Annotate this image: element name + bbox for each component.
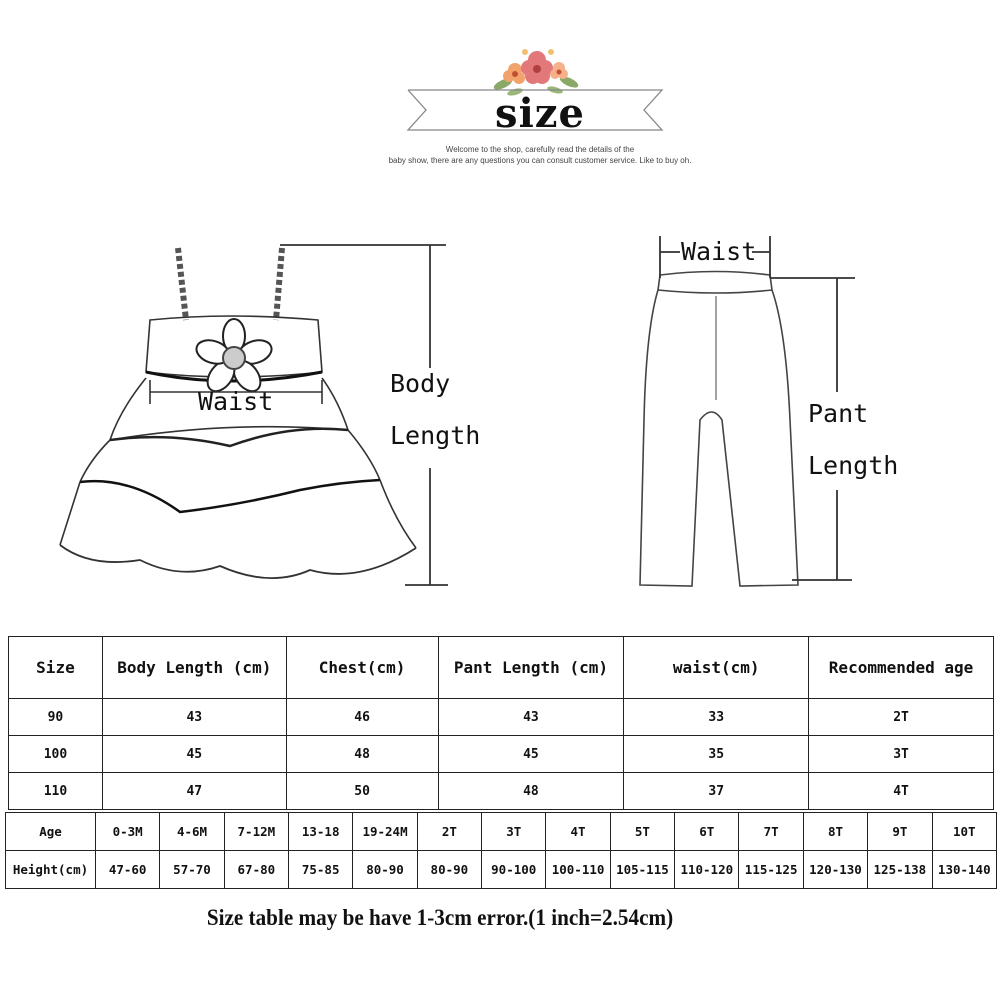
pant-length-label: Pant Length: [808, 399, 899, 480]
age-height-table: [5, 812, 997, 889]
table-cell: 110: [9, 773, 103, 810]
table-cell: 50: [286, 773, 438, 810]
age-cell: 2T: [417, 813, 481, 851]
age-cell: 7-12M: [224, 813, 288, 851]
age-cell: 4T: [546, 813, 610, 851]
height-label: Height(cm): [6, 851, 96, 889]
pants-drawing: [640, 272, 798, 587]
header-cell: Chest(cm): [286, 637, 438, 699]
table-row: [9, 736, 994, 773]
age-cell: 6T: [675, 813, 739, 851]
height-cell: 80-90: [353, 851, 417, 889]
table-cell: 47: [102, 773, 286, 810]
table-cell: 46: [286, 699, 438, 736]
height-cell: 80-90: [417, 851, 481, 889]
table-cell: 33: [624, 699, 809, 736]
header-cell: Size: [9, 637, 103, 699]
height-cell: 67-80: [224, 851, 288, 889]
header-cell: Recommended age: [809, 637, 994, 699]
age-cell: 10T: [932, 813, 996, 851]
header-cell: Body Length (cm): [102, 637, 286, 699]
table-cell: 43: [438, 699, 624, 736]
table-row: [9, 699, 994, 736]
table-cell: 35: [624, 736, 809, 773]
height-cell: 115-125: [739, 851, 803, 889]
header-cell: Pant Length (cm): [438, 637, 624, 699]
height-cell: 90-100: [482, 851, 546, 889]
table-row: [9, 773, 994, 810]
height-cell: 105-115: [610, 851, 674, 889]
age-row: [6, 813, 997, 851]
table-cell: 45: [438, 736, 624, 773]
age-label: Age: [6, 813, 96, 851]
height-cell: 100-110: [546, 851, 610, 889]
table-cell: 3T: [809, 736, 994, 773]
header-cell: waist(cm): [624, 637, 809, 699]
welcome-text: Welcome to the shop, carefully read the details of the baby show, there are any questions you can consult customer service. Like to buy oh.: [388, 145, 692, 165]
table-cell: 100: [9, 736, 103, 773]
age-cell: 7T: [739, 813, 803, 851]
table-cell: 2T: [809, 699, 994, 736]
table-cell: 4T: [809, 773, 994, 810]
height-cell: 120-130: [803, 851, 867, 889]
size-table-header: [9, 637, 994, 699]
table-cell: 43: [102, 699, 286, 736]
height-cell: 75-85: [289, 851, 353, 889]
pant-waist-label: Waist: [681, 237, 757, 266]
age-cell: 3T: [482, 813, 546, 851]
body-length-label: Body Length: [390, 369, 481, 450]
table-cell: 45: [102, 736, 286, 773]
error-note: Size table may be have 1-3cm error.(1 inch=2.54cm): [206, 905, 674, 930]
age-cell: 5T: [610, 813, 674, 851]
age-cell: 0-3M: [95, 813, 159, 851]
age-cell: 13-18: [289, 813, 353, 851]
table-cell: 48: [438, 773, 624, 810]
table-cell: 90: [9, 699, 103, 736]
age-cell: 19-24M: [353, 813, 417, 851]
dress-waist-label: Waist: [198, 387, 274, 416]
height-cell: 57-70: [160, 851, 224, 889]
size-table: [8, 636, 994, 810]
age-cell: 9T: [868, 813, 932, 851]
table-cell: 48: [286, 736, 438, 773]
height-row: [6, 851, 997, 889]
height-cell: 130-140: [932, 851, 996, 889]
height-cell: 110-120: [675, 851, 739, 889]
age-cell: 8T: [803, 813, 867, 851]
height-cell: 125-138: [868, 851, 932, 889]
table-cell: 37: [624, 773, 809, 810]
age-cell: 4-6M: [160, 813, 224, 851]
page-title: size: [495, 90, 585, 137]
height-cell: 47-60: [95, 851, 159, 889]
